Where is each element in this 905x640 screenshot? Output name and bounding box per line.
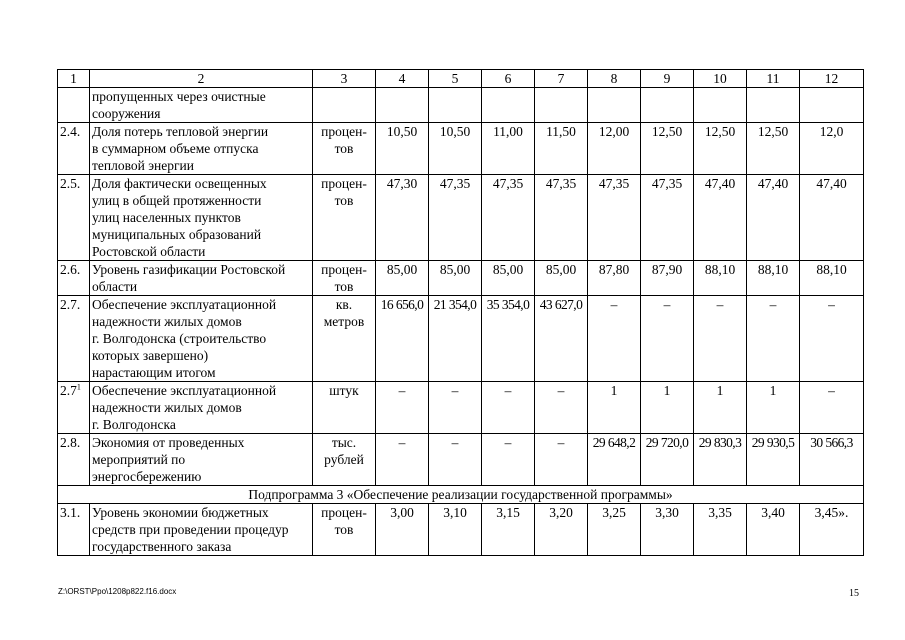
value-cell: – — [800, 382, 864, 434]
value-cell: 3,15 — [482, 504, 535, 556]
value-cell: 10,50 — [429, 123, 482, 175]
indicator-name-cell — [90, 175, 313, 261]
unit-line: процен- — [321, 124, 367, 139]
value-cell: 11,50 — [535, 123, 588, 175]
unit-cell — [313, 382, 376, 434]
value-cell: 35 354,0 — [482, 296, 535, 382]
row-number: 3.1. — [60, 505, 81, 520]
indicator-name-line: г. Волгодонска (строительство — [92, 331, 267, 346]
value-cell: – — [429, 434, 482, 486]
column-number-cell: 10 — [694, 70, 747, 88]
column-number-cell: 4 — [376, 70, 429, 88]
indicator-name-line: тепловой энергии — [92, 158, 194, 173]
row-number: 2.8. — [60, 435, 81, 450]
value-cell: 85,00 — [429, 261, 482, 296]
value-cell: – — [800, 296, 864, 382]
value-cell: 88,10 — [747, 261, 800, 296]
value-cell: 47,35 — [535, 175, 588, 261]
value-cell: 21 354,0 — [429, 296, 482, 382]
value-cell: 12,50 — [694, 123, 747, 175]
value-cell — [588, 88, 641, 123]
value-cell: 43 627,0 — [535, 296, 588, 382]
row-number-cell — [58, 434, 90, 486]
value-cell: – — [429, 382, 482, 434]
row-number-cell — [58, 261, 90, 296]
value-cell: 85,00 — [482, 261, 535, 296]
unit-line: тов — [334, 141, 354, 156]
value-cell — [747, 88, 800, 123]
row-number-cell — [58, 175, 90, 261]
column-number-cell: 9 — [641, 70, 694, 88]
unit-line: рублей — [324, 452, 364, 467]
value-cell: 16 656,0 — [376, 296, 429, 382]
indicators-table — [57, 69, 864, 556]
value-cell: 47,40 — [747, 175, 800, 261]
value-cell: 30 566,3 — [800, 434, 864, 486]
column-number-cell: 2 — [90, 70, 313, 88]
indicator-name-line: надежности жилых домов — [92, 400, 242, 415]
indicator-name-line: пропущенных через очистные — [92, 89, 266, 104]
subprogram-title: Подпрограмма 3 «Обеспечение реализации государственной программы» — [58, 486, 864, 504]
value-cell: 47,35 — [429, 175, 482, 261]
value-cell: 3,35 — [694, 504, 747, 556]
indicator-name-line: энергосбережению — [92, 469, 202, 484]
unit-line: процен- — [321, 262, 367, 277]
subprogram-row — [58, 486, 864, 504]
value-cell — [429, 88, 482, 123]
table-row — [58, 296, 864, 382]
value-cell — [641, 88, 694, 123]
column-number-cell: 6 — [482, 70, 535, 88]
indicator-name-line: Уровень экономии бюджетных — [92, 505, 269, 520]
indicator-name-cell — [90, 123, 313, 175]
column-number-cell: 12 — [800, 70, 864, 88]
value-cell: – — [482, 382, 535, 434]
value-cell: 1 — [694, 382, 747, 434]
row-number-cell — [58, 123, 90, 175]
value-cell: 3,25 — [588, 504, 641, 556]
value-cell: 47,30 — [376, 175, 429, 261]
column-number-cell: 11 — [747, 70, 800, 88]
value-cell: 1 — [588, 382, 641, 434]
indicator-name-line: надежности жилых домов — [92, 314, 242, 329]
unit-line: тов — [334, 279, 354, 294]
value-cell: 1 — [747, 382, 800, 434]
value-cell: 87,80 — [588, 261, 641, 296]
row-number: 2.4. — [60, 124, 81, 139]
row-number-superscript: 1 — [76, 382, 81, 392]
indicator-name-line: Обеспечение эксплуатационной — [92, 383, 277, 398]
value-cell: – — [641, 296, 694, 382]
value-cell: 12,0 — [800, 123, 864, 175]
value-cell: 47,40 — [694, 175, 747, 261]
file-path-footer: Z:\ORST\Ppo\1208p822.f16.docx — [58, 587, 177, 596]
table-row — [58, 175, 864, 261]
value-cell: 87,90 — [641, 261, 694, 296]
value-cell: 12,00 — [588, 123, 641, 175]
value-cell: 88,10 — [800, 261, 864, 296]
table-row — [58, 123, 864, 175]
indicator-name-cell — [90, 382, 313, 434]
row-number-cell — [58, 296, 90, 382]
column-number-cell: 7 — [535, 70, 588, 88]
value-cell — [535, 88, 588, 123]
value-cell: 29 648,2 — [588, 434, 641, 486]
row-number: 2.7. — [60, 297, 81, 312]
value-cell — [800, 88, 864, 123]
indicator-name-line: улиц населенных пунктов — [92, 210, 241, 225]
value-cell: 3,40 — [747, 504, 800, 556]
table-row — [58, 434, 864, 486]
unit-line: тыс. — [331, 435, 357, 450]
unit-line: штук — [329, 383, 359, 398]
indicator-name-line: мероприятий по — [92, 452, 186, 467]
indicator-name-line: государственного заказа — [92, 539, 232, 554]
indicator-name-line: улиц в общей протяженности — [92, 193, 262, 208]
column-number-cell: 1 — [58, 70, 90, 88]
column-number-cell: 3 — [313, 70, 376, 88]
value-cell: – — [535, 434, 588, 486]
value-cell: 3,45». — [800, 504, 864, 556]
value-cell: 88,10 — [694, 261, 747, 296]
row-number: 2.7 — [60, 383, 77, 398]
unit-cell — [313, 434, 376, 486]
value-cell: 85,00 — [376, 261, 429, 296]
value-cell — [694, 88, 747, 123]
indicator-name-cell — [90, 261, 313, 296]
column-number-row — [58, 70, 864, 88]
value-cell: 3,10 — [429, 504, 482, 556]
row-number-cell — [58, 504, 90, 556]
value-cell — [482, 88, 535, 123]
unit-line: тов — [334, 193, 354, 208]
unit-line: метров — [323, 314, 365, 329]
row-number-cell — [58, 88, 90, 123]
indicator-name-cell — [90, 434, 313, 486]
value-cell: 29 930,5 — [747, 434, 800, 486]
value-cell: 85,00 — [535, 261, 588, 296]
value-cell: – — [482, 434, 535, 486]
indicator-name-line: Доля потерь тепловой энергии — [92, 124, 269, 139]
column-number-cell: 5 — [429, 70, 482, 88]
unit-line: процен- — [321, 505, 367, 520]
row-number: 2.6. — [60, 262, 81, 277]
table-row — [58, 88, 864, 123]
value-cell: – — [588, 296, 641, 382]
table-row — [58, 261, 864, 296]
value-cell: 12,50 — [747, 123, 800, 175]
indicator-name-line: муниципальных образований — [92, 227, 262, 242]
indicator-name-line: нарастающим итогом — [92, 365, 216, 380]
value-cell: 47,35 — [482, 175, 535, 261]
indicator-name-line: сооружения — [92, 106, 161, 121]
indicator-name-line: Обеспечение эксплуатационной — [92, 297, 277, 312]
value-cell: 1 — [641, 382, 694, 434]
page-number: 15 — [849, 588, 859, 599]
indicator-name-line: Экономия от проведенных — [92, 435, 245, 450]
value-cell: – — [535, 382, 588, 434]
value-cell: 29 830,3 — [694, 434, 747, 486]
unit-cell — [313, 504, 376, 556]
indicator-name-line: Ростовской области — [92, 244, 206, 259]
value-cell: 47,35 — [588, 175, 641, 261]
value-cell: 11,00 — [482, 123, 535, 175]
table-row — [58, 504, 864, 556]
value-cell: 12,50 — [641, 123, 694, 175]
unit-line: тов — [334, 522, 354, 537]
value-cell: 47,35 — [641, 175, 694, 261]
indicator-name-line: которых завершено) — [92, 348, 209, 363]
unit-cell — [313, 296, 376, 382]
indicator-name-cell — [90, 296, 313, 382]
value-cell: – — [376, 434, 429, 486]
value-cell: 47,40 — [800, 175, 864, 261]
value-cell: 10,50 — [376, 123, 429, 175]
value-cell: 3,30 — [641, 504, 694, 556]
indicator-name-line: Уровень газификации Ростовской — [92, 262, 286, 277]
indicator-name-cell — [90, 88, 313, 123]
value-cell: – — [694, 296, 747, 382]
unit-line: процен- — [321, 176, 367, 191]
indicator-name-line: области — [92, 279, 138, 294]
unit-cell — [313, 175, 376, 261]
indicator-name-line: г. Волгодонска — [92, 417, 176, 432]
row-number-cell — [58, 382, 90, 434]
value-cell: 3,00 — [376, 504, 429, 556]
value-cell: 3,20 — [535, 504, 588, 556]
unit-line: кв. — [335, 297, 353, 312]
value-cell: – — [747, 296, 800, 382]
column-number-cell: 8 — [588, 70, 641, 88]
row-number: 2.5. — [60, 176, 81, 191]
indicator-name-line: средств при проведении процедур — [92, 522, 289, 537]
table-row — [58, 382, 864, 434]
indicator-name-line: в суммарном объеме отпуска — [92, 141, 259, 156]
value-cell — [376, 88, 429, 123]
unit-cell — [313, 88, 376, 123]
unit-cell — [313, 261, 376, 296]
value-cell: 29 720,0 — [641, 434, 694, 486]
indicator-name-cell — [90, 504, 313, 556]
indicator-name-line: Доля фактически освещенных — [92, 176, 267, 191]
unit-cell — [313, 123, 376, 175]
value-cell: – — [376, 382, 429, 434]
